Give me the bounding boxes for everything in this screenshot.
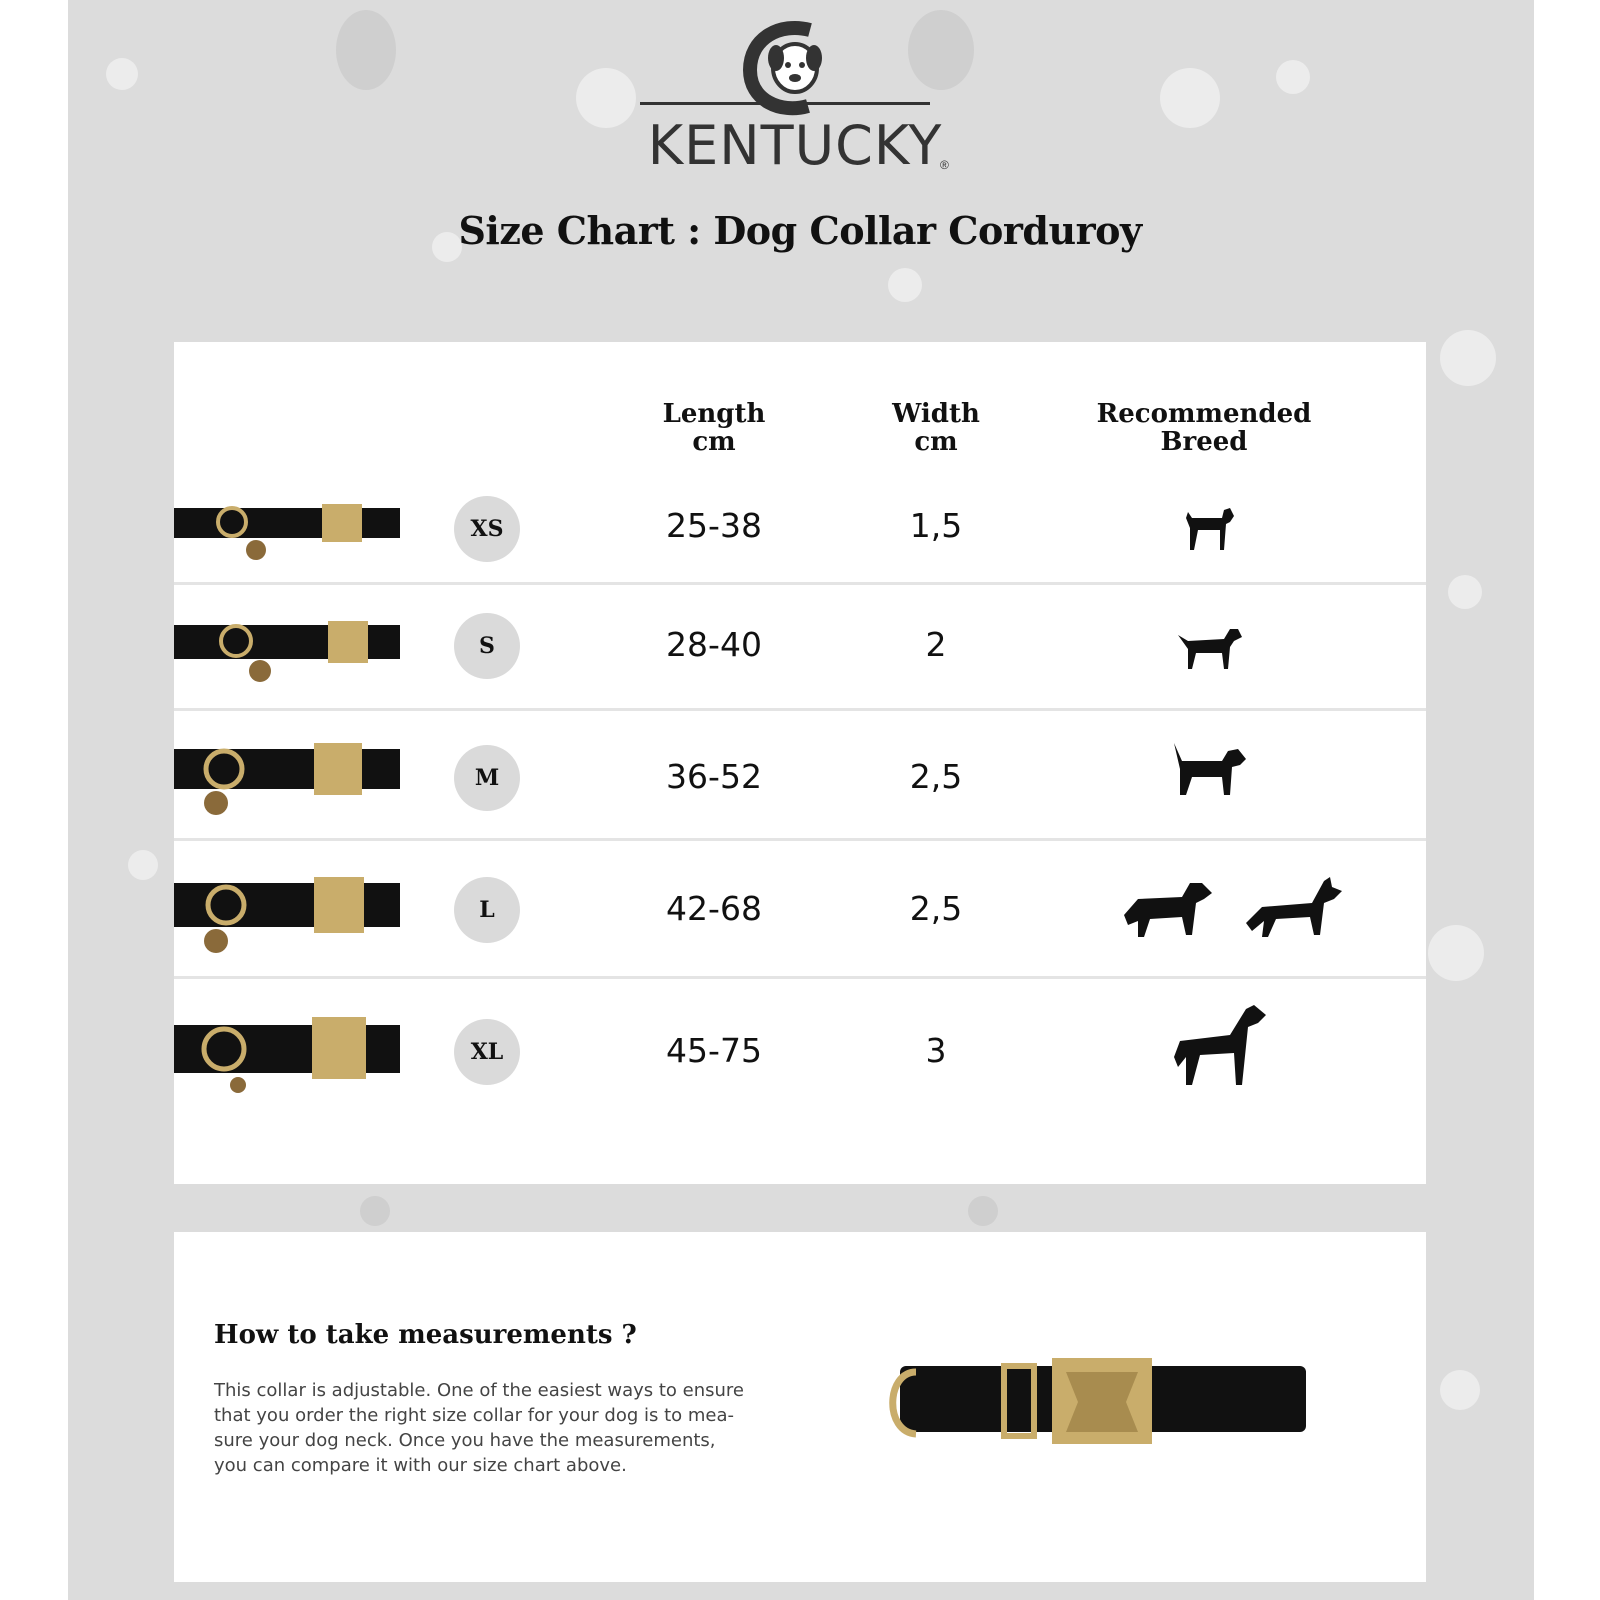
header-breed-line1: Recommended	[1096, 399, 1312, 429]
brand-name: KENTUCKY	[647, 114, 943, 177]
size-row-s	[174, 582, 1426, 709]
header-width-line1: Width	[892, 399, 980, 429]
header-length-line1: Length	[662, 399, 766, 429]
header-length-line2: cm	[692, 427, 736, 457]
decor-dot	[888, 268, 922, 302]
decor-dot	[1428, 925, 1484, 981]
great-dane-silhouette-icon	[1170, 1001, 1270, 1091]
width-l: 2,5	[909, 889, 963, 928]
length-xs: 25-38	[666, 506, 762, 545]
small-terrier-silhouette-icon	[1178, 498, 1238, 554]
beagle-silhouette-icon	[1170, 739, 1250, 803]
measurement-line: This collar is adjustable. One of the easiest ways to ensure	[214, 1380, 745, 1401]
paw-print-icon	[968, 1196, 998, 1226]
logo-dog-icon	[640, 18, 960, 118]
decor-dot	[106, 58, 138, 90]
width-m: 2,5	[909, 757, 963, 796]
paw-print-icon	[336, 10, 396, 90]
length-s: 28-40	[666, 625, 762, 664]
shepherd-silhouette-icon	[1242, 873, 1346, 945]
decor-dot	[1440, 1370, 1480, 1410]
decor-dot	[576, 68, 636, 128]
measurement-card	[174, 1232, 1426, 1582]
measurement-title: How to take measurements ?	[214, 1320, 637, 1350]
width-xl: 3	[925, 1031, 947, 1070]
retriever-silhouette-icon	[1120, 875, 1216, 945]
size-badge-xs: XS	[454, 496, 520, 562]
header-width	[846, 400, 1026, 456]
collar-s-image	[174, 607, 400, 687]
size-row-xl	[174, 976, 1426, 1119]
header-length	[604, 400, 824, 456]
collar-product-image	[876, 1342, 1316, 1462]
size-row-m	[174, 708, 1426, 839]
width-s: 2	[925, 625, 947, 664]
header-breed	[1074, 400, 1334, 456]
decor-dot	[1276, 60, 1310, 94]
collar-l-image	[174, 863, 400, 953]
width-xs: 1,5	[909, 506, 963, 545]
paw-print-icon	[360, 1196, 390, 1226]
length-m: 36-52	[666, 757, 762, 796]
registered-mark: ®	[940, 158, 949, 172]
measurement-line: that you order the right size collar for your dog is to mea-	[214, 1405, 735, 1426]
measurement-line: sure your dog neck. Once you have the measurements,	[214, 1430, 716, 1451]
size-badge-s: S	[454, 613, 520, 679]
decor-dot	[1440, 330, 1496, 386]
size-chart-card	[174, 342, 1426, 1184]
decor-dot	[128, 850, 158, 880]
collar-xs-image	[174, 488, 400, 568]
page-title: Size Chart : Dog Collar Corduroy	[458, 208, 1142, 253]
size-row-xs	[174, 472, 1426, 580]
kentucky-logo	[640, 18, 960, 177]
decor-dot	[1160, 68, 1220, 128]
size-badge-xl: XL	[454, 1019, 520, 1085]
decor-dot	[1448, 575, 1482, 609]
size-badge-m: M	[454, 745, 520, 811]
measurement-line: you can compare it with our size chart above.	[214, 1455, 627, 1476]
collar-xl-image	[174, 1005, 400, 1095]
length-l: 42-68	[666, 889, 762, 928]
length-xl: 45-75	[666, 1031, 762, 1070]
header-breed-line2: Breed	[1160, 427, 1248, 457]
collar-m-image	[174, 729, 400, 819]
measurement-text	[214, 1378, 814, 1478]
size-badge-l: L	[454, 877, 520, 943]
size-row-l	[174, 838, 1426, 977]
small-dog-silhouette-icon	[1174, 619, 1246, 675]
header-width-line2: cm	[914, 427, 958, 457]
